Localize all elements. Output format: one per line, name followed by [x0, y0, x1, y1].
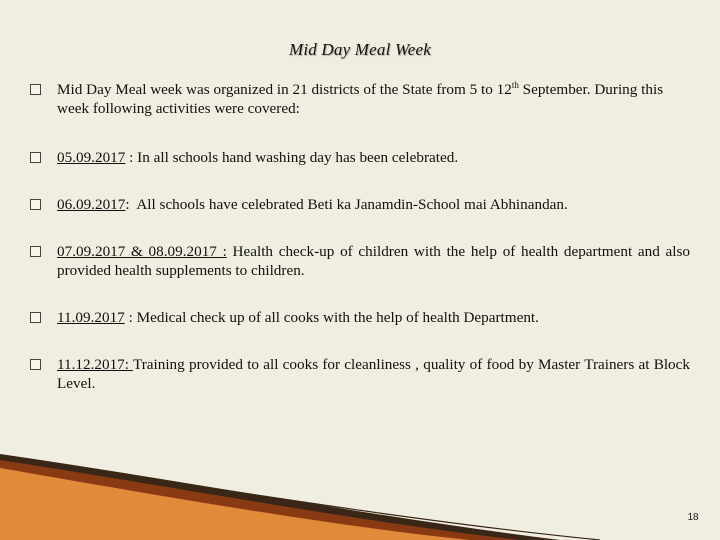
bullet-activity-4: [30, 308, 690, 327]
activity-description: Health check-up of children with the help of health department and also provided health supplements to children.: [57, 243, 690, 279]
activity-text: [57, 355, 690, 393]
bullet-activity-1: [30, 148, 690, 167]
bullet-activity-5: [30, 355, 690, 393]
activity-separator: :: [125, 149, 138, 166]
activity-text: [57, 242, 690, 280]
intro-text-start: Mid Day Meal week was organized in 21 districts of the State from 5 to 12: [57, 81, 512, 98]
activity-separator: :: [124, 309, 137, 326]
decorative-swoosh: [0, 440, 720, 540]
activity-text: [57, 195, 690, 214]
activity-date: 07.09.2017 & 08.09.2017 :: [57, 243, 227, 260]
bullet-activity-2: [30, 195, 690, 214]
checkbox-bullet-icon: [30, 359, 41, 370]
checkbox-bullet-icon: [30, 199, 41, 210]
activity-date: 05.09.2017: [57, 149, 126, 166]
activity-date: 11.09.2017: [57, 309, 125, 326]
checkbox-bullet-icon: [30, 312, 41, 323]
activity-description: In all schools hand washing day has been celebrated.: [137, 149, 459, 166]
page-number: 18: [687, 512, 699, 523]
activity-text: [57, 308, 690, 327]
bullet-intro: [30, 80, 690, 118]
checkbox-bullet-icon: [30, 84, 41, 95]
activity-date: 11.12.2017:: [57, 356, 133, 373]
activity-description: Training provided to all cooks for cleanliness , quality of food by Master Trainers at Block Level.: [57, 356, 690, 392]
intro-text: [57, 80, 690, 118]
activity-description: All schools have celebrated Beti ka Janamdin-School mai Abhinandan.: [136, 196, 568, 213]
intro-superscript: th: [511, 80, 519, 90]
activity-text: [57, 148, 690, 167]
bullet-activity-3: [30, 242, 690, 280]
activity-description: Medical check up of all cooks with the help of health Department.: [136, 309, 539, 326]
page-title: Mid Day Meal Week: [288, 40, 432, 59]
intro-text-end: September. During this week following activities were covered:: [57, 81, 664, 117]
activity-separator: :: [125, 196, 137, 213]
checkbox-bullet-icon: [30, 246, 41, 257]
checkbox-bullet-icon: [30, 152, 41, 163]
activity-date: 06.09.2017: [57, 196, 126, 213]
